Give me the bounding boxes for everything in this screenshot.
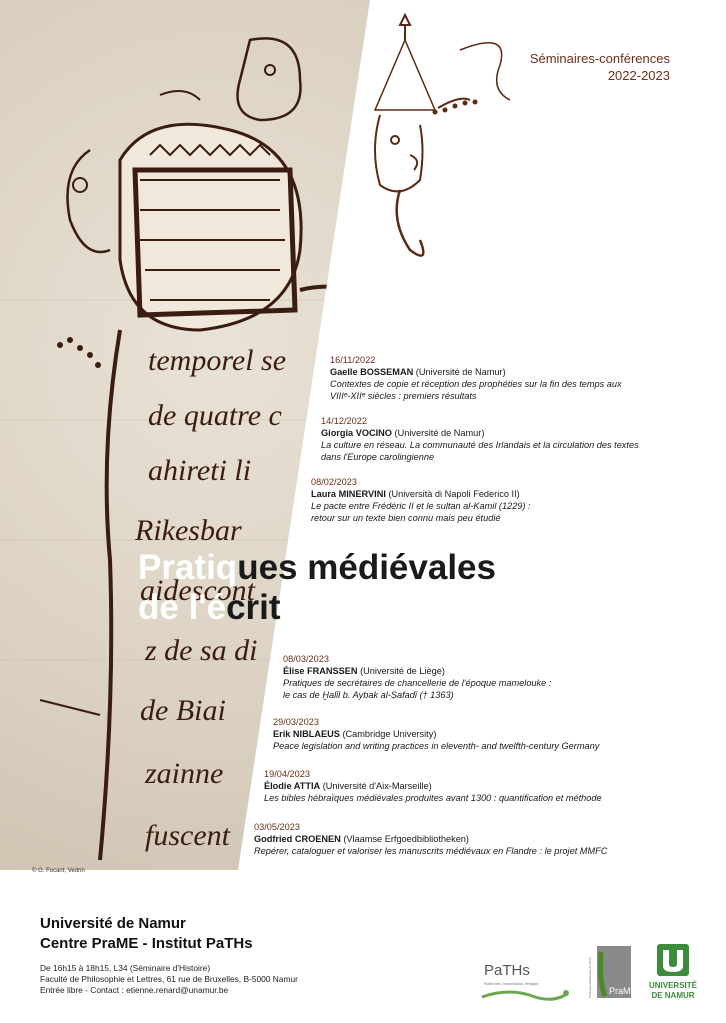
manuscript-word: aidescont: [140, 574, 255, 607]
address: Faculté de Philosophie et Lettres, 61 rue de Bruxelles, B-5000 Namur: [40, 974, 298, 984]
seminar-date: 03/05/2023: [254, 822, 300, 832]
speaker-name: Godfried CROENEN: [254, 834, 341, 844]
paths-logo-text: PaTHs: [484, 962, 530, 979]
manuscript-word: de Biai: [140, 694, 226, 727]
seminar-entry: [321, 415, 639, 463]
speaker-affiliation: (Université de Namur): [394, 428, 485, 438]
speaker-name: Gaelle BOSSEMAN: [330, 367, 414, 377]
seminar-date: 29/03/2023: [273, 717, 319, 727]
seminar-entry: [311, 476, 531, 524]
seminar-speaker: [264, 780, 602, 792]
seminar-entry: [273, 716, 599, 752]
university-name: Université de Namur: [40, 915, 186, 932]
speaker-name: Laura MINERVINI: [311, 489, 386, 499]
paths-logo: [480, 955, 570, 1005]
footer-organization: [40, 914, 253, 954]
title-part-on-image: Pratiq: [138, 548, 238, 587]
seminar-entry: [330, 354, 622, 402]
contact: Entrée libre - Contact : etienne.renard@unamur.be: [40, 985, 229, 995]
seminar-title: le cas de Ḫalīl b. Aybak al-Ṣafadī († 1363): [283, 690, 454, 700]
speaker-affiliation: (Vlaamse Erfgoedbibliotheken): [343, 834, 469, 844]
series-label: Séminaires-conférences: [529, 51, 670, 66]
unamur-logo-line1: UNIVERSITÉ: [648, 981, 698, 990]
seminar-date: 16/11/2022: [330, 355, 376, 365]
centre-name: Centre PraME - Institut PaTHs: [40, 935, 253, 952]
seminar-speaker: [330, 366, 622, 378]
manuscript-word: zainne: [145, 757, 224, 790]
manuscript-word: fuscent: [145, 819, 230, 852]
manuscript-word: z de sa di: [145, 634, 258, 667]
speaker-affiliation: (Università di Napoli Federico II): [388, 489, 520, 499]
seminar-date: 19/04/2023: [264, 769, 310, 779]
seminar-entry: [264, 768, 602, 804]
main-title: [138, 548, 496, 628]
speaker-affiliation: (Université de Namur): [415, 367, 506, 377]
prame-logo-side-text: Pratiques Médiévales de l'Écrit: [588, 957, 592, 998]
speaker-affiliation: (Université d'Aix-Marseille): [322, 781, 432, 791]
title-part: ues médiévales: [237, 548, 496, 587]
seminar-date: 14/12/2022: [321, 416, 367, 426]
seminar-entry: [254, 821, 607, 857]
seminar-title: Contextes de copie et réception des prophéties sur la fin des temps aux: [330, 379, 622, 389]
footer-info: [40, 963, 298, 996]
series-heading: [530, 50, 670, 84]
speaker-affiliation: (Cambridge University): [342, 729, 437, 739]
seminar-title: retour sur un texte bien connu mais peu étudié: [311, 513, 501, 523]
ink-grotesque-figure: [350, 10, 530, 280]
speaker-name: Erik NIBLAEUS: [273, 729, 340, 739]
manuscript-word: temporel se: [148, 344, 287, 377]
unamur-logo-line2: DE NAMUR: [651, 991, 695, 1000]
unamur-logo: [643, 942, 703, 1004]
seminar-entry: [283, 653, 551, 701]
prame-logo-text: PraME: [609, 986, 637, 996]
seminar-title: Les bibles hébraïques médiévales produites avant 1300 : quantification et méthode: [264, 793, 602, 803]
manuscript-word: ahireti li: [148, 454, 252, 487]
seminar-title: Repérer, cataloguer et valoriser les manuscrits médiévaux en Flandre : le projet MMFC: [254, 846, 608, 856]
schedule-location: De 16h15 à 18h15, L34 (Séminaire d'Histoire): [40, 963, 211, 973]
seminar-speaker: [311, 488, 531, 500]
manuscript-word: de quatre c: [148, 399, 282, 432]
seminar-speaker: [283, 665, 551, 677]
series-years: 2022-2023: [607, 68, 670, 83]
seminar-title: VIIIᵉ-XIIᵉ siècles : premiers résultats: [330, 391, 477, 401]
paths-logo-subtitle: Patrimoines, Transmissions, Héritages: [484, 982, 539, 986]
seminar-speaker: [321, 427, 639, 439]
speaker-name: Giorgia VOCINO: [321, 428, 392, 438]
seminar-title: Pratiques de secrétaires de chancellerie de l'époque mamelouke :: [283, 678, 552, 688]
seminar-title: Peace legislation and writing practices in eleventh- and twelfth-century Germany: [273, 741, 600, 751]
manuscript-word: Rikesbar: [135, 514, 242, 547]
title-part: crit: [226, 588, 281, 627]
speaker-affiliation: (Université de Liège): [360, 666, 445, 676]
photo-credit: © G. Focant, Vedrin: [32, 868, 85, 874]
speaker-name: Élodie ATTIA: [264, 781, 321, 791]
title-part-on-image: de l'é: [138, 588, 227, 627]
seminar-title: dans l'Europe carolingienne: [321, 452, 435, 462]
prame-logo: [585, 942, 637, 1002]
seminar-title: La culture en réseau. La communauté des Irlandais et la circulation des textes: [321, 440, 639, 450]
seminar-speaker: [273, 728, 599, 740]
seminar-speaker: [254, 833, 607, 845]
seminar-title: Le pacte entre Frédéric II et le sultan al-Kamil (1229) :: [311, 501, 531, 511]
seminar-date: 08/02/2023: [311, 477, 357, 487]
seminar-date: 08/03/2023: [283, 654, 329, 664]
speaker-name: Élise FRANSSEN: [283, 666, 358, 676]
